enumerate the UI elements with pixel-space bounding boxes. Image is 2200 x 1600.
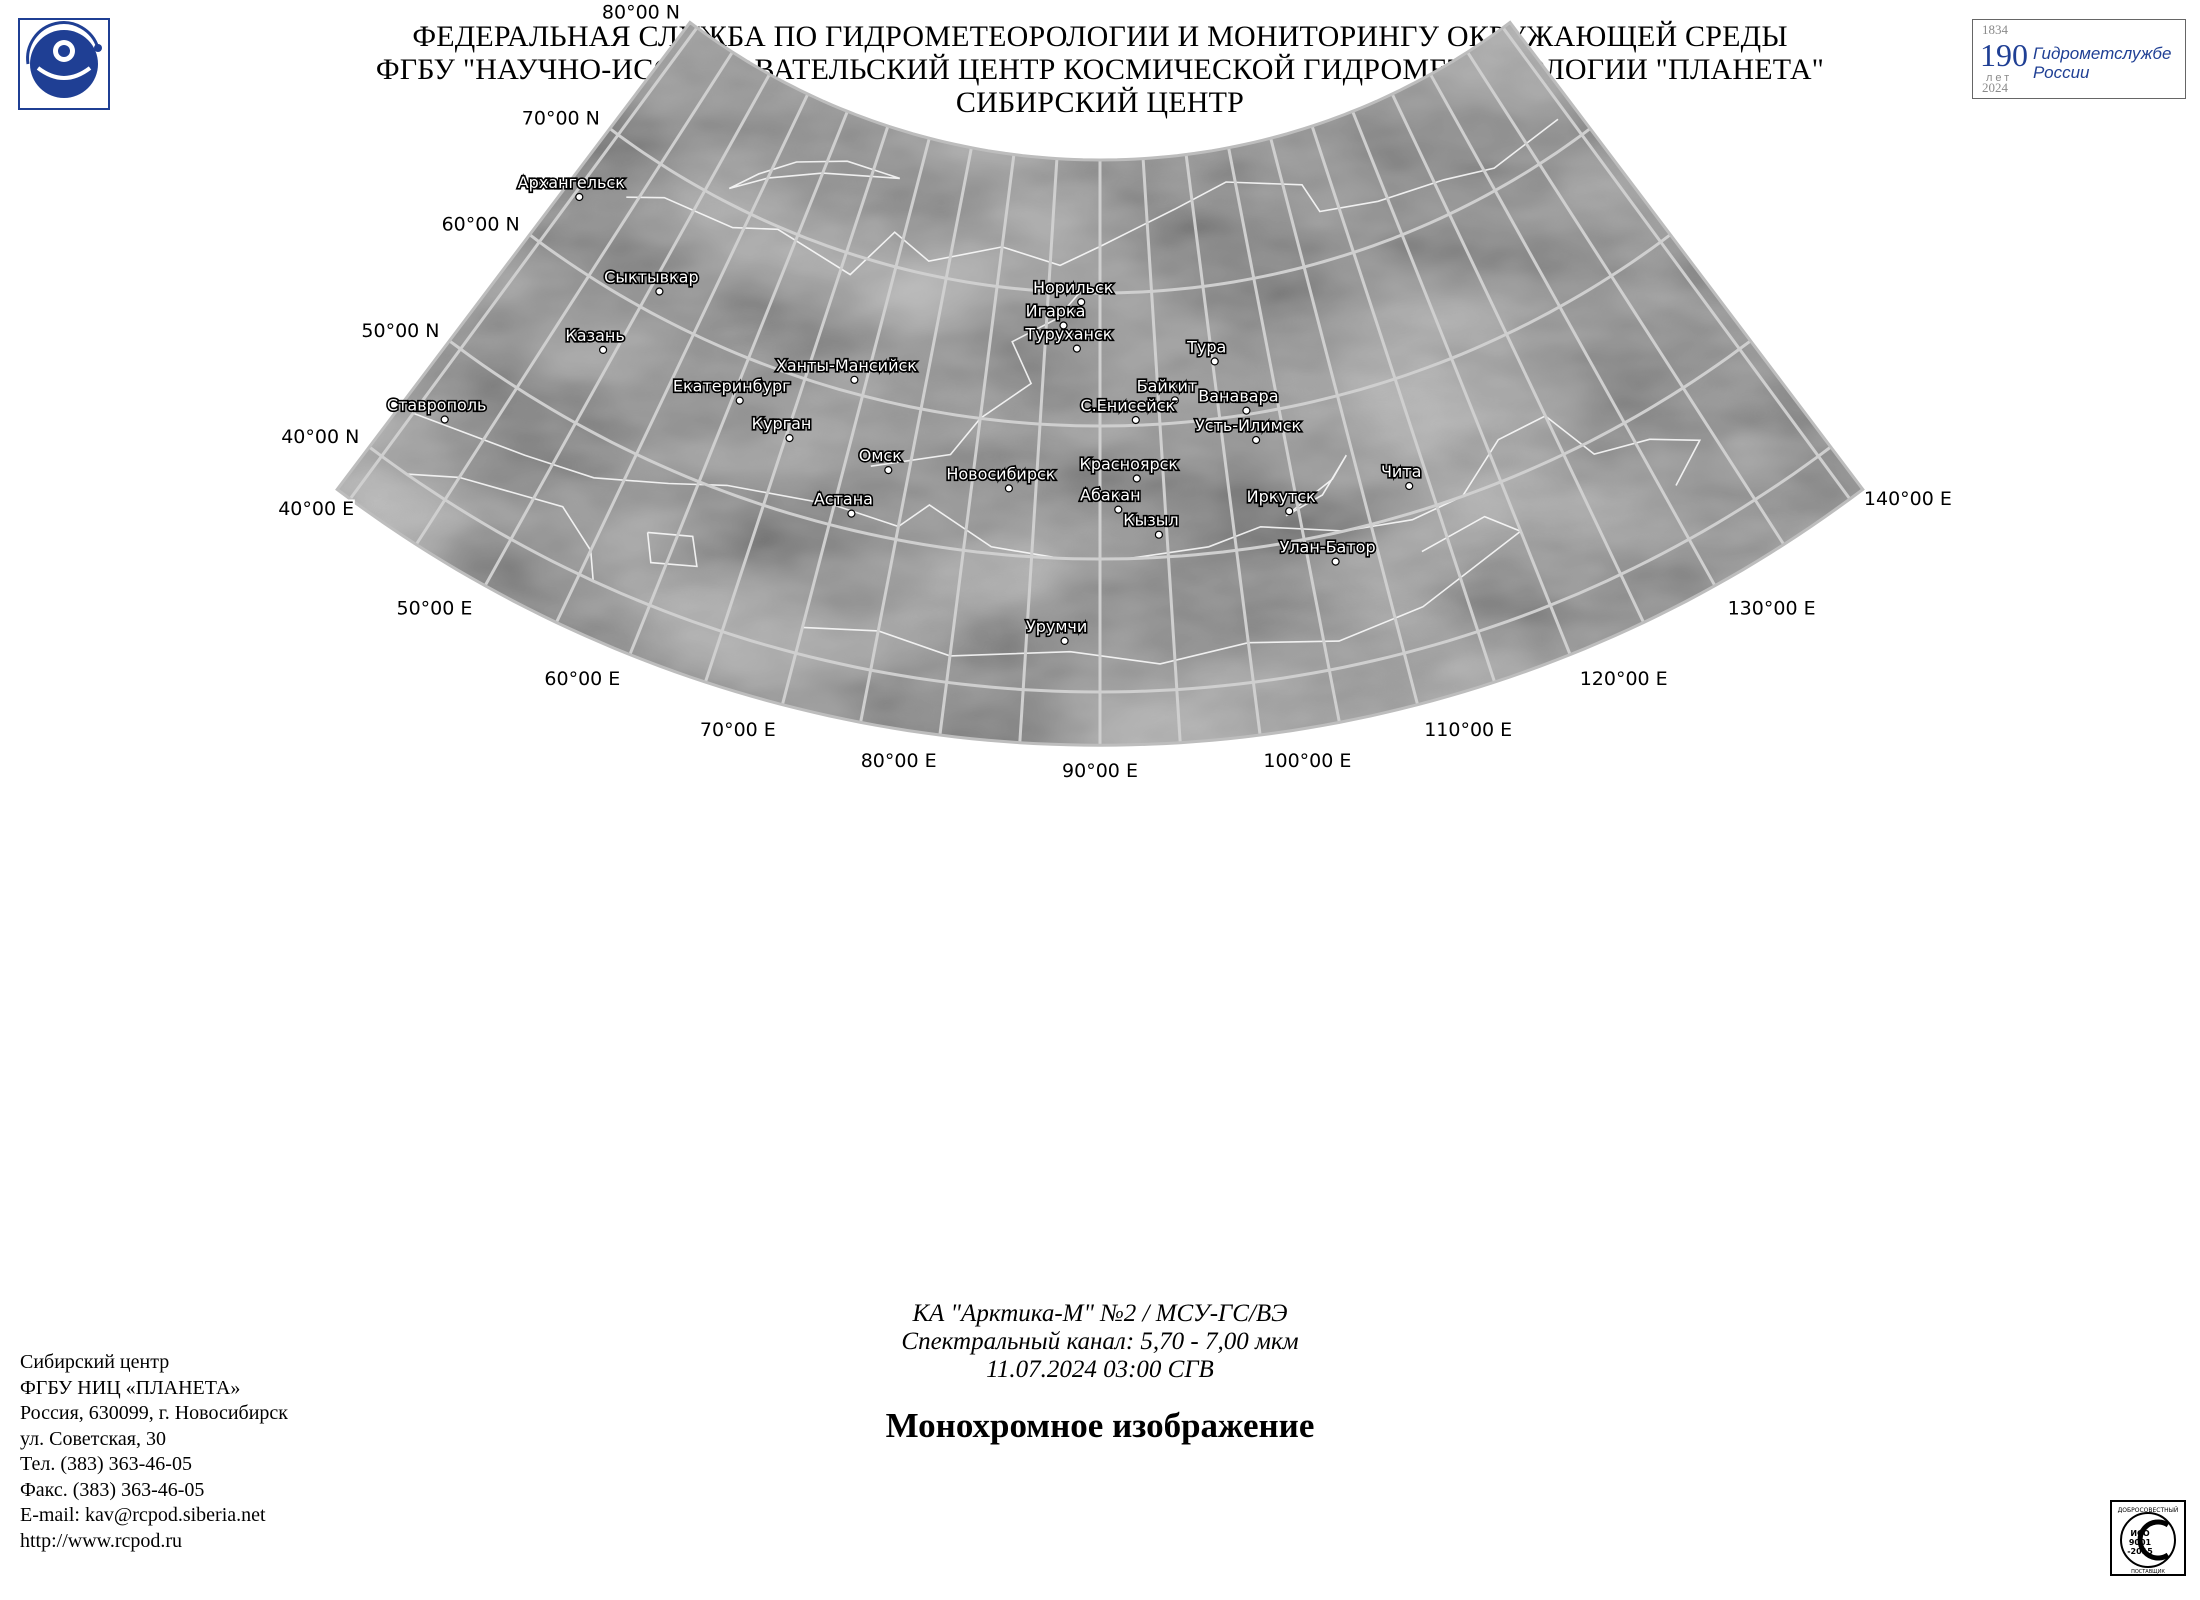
cert-num: 9001 (2128, 1538, 2152, 1547)
iso-certificate-badge (2110, 1500, 2186, 1576)
caption-channel: Спектральный канал: 5,70 - 7,00 мкм (901, 1328, 1299, 1355)
city-label: Иркутск (1246, 487, 1316, 507)
address-line: ФГБУ НИЦ «ПЛАНЕТА» (20, 1376, 241, 1399)
city-dot (600, 346, 607, 353)
city-label: Астана (813, 489, 873, 509)
address-line: Россия, 630099, г. Новосибирск (20, 1402, 289, 1424)
city-label: Чита (1380, 462, 1422, 481)
city-label: Казань (565, 325, 625, 345)
city-dot (851, 376, 858, 383)
city-label: С.Енисейск (1080, 396, 1176, 415)
city-label: Красноярск (1079, 454, 1179, 474)
city-dot (848, 510, 855, 517)
address-phone: Тел. (383) 363-46-05 (20, 1453, 192, 1475)
latitude-label: 40°00 N (281, 426, 360, 448)
city-label: Курган (751, 414, 812, 434)
cert-iso: ИСО (2130, 1529, 2150, 1538)
city-dot (576, 194, 583, 201)
city-label: Улан-Батор (1279, 537, 1376, 557)
cert-year: -2015 (2127, 1547, 2153, 1556)
longitude-label: 110°00 E (1424, 718, 1513, 741)
longitude-label: 120°00 E (1579, 667, 1668, 690)
cert-bottom: ПОСТАВЩИК (2131, 1569, 2165, 1575)
logo-number: 190 (1980, 37, 2028, 73)
city-dot (736, 397, 743, 404)
longitude-label: 90°00 E (1062, 760, 1138, 783)
city-label: Туруханск (1025, 324, 1113, 344)
city-dot (1406, 483, 1413, 490)
city-dot (885, 467, 892, 474)
city-dot (656, 288, 663, 295)
city-dot (1211, 358, 1218, 365)
latitude-label: 50°00 N (361, 319, 440, 342)
city-label: Ханты-Мансийск (775, 355, 917, 375)
caption-datetime: 11.07.2024 03:00 СГВ (986, 1356, 1214, 1383)
city-label: Омск (858, 446, 902, 466)
city-label: Ставрополь (386, 395, 487, 415)
address-website[interactable]: http://www.rcpod.ru (20, 1529, 183, 1552)
city-dot (1061, 637, 1068, 644)
contact-address (20, 1350, 288, 1554)
city-dot (1253, 437, 1260, 444)
caption (0, 1300, 2200, 1445)
latitude-label: 60°00 N (441, 213, 520, 236)
city-label: Байкит (1136, 376, 1198, 396)
caption-satellite: КА "Арктика-М" №2 / МСУ-ГС/ВЭ (912, 1300, 1288, 1327)
city-label: Норильск (1032, 278, 1114, 298)
logo-text-line-2: России (2033, 63, 2090, 82)
city-label: Архангельск (517, 173, 625, 192)
caption-title: Монохромное изображение (885, 1406, 1315, 1445)
city-dot (1286, 508, 1293, 515)
longitude-label: 100°00 E (1263, 749, 1352, 772)
city-label: Ванавара (1198, 386, 1279, 406)
city-label: Урумчи (1025, 616, 1088, 636)
city-dot (786, 435, 793, 442)
city-label: Тура (1187, 337, 1227, 357)
city-dot (1243, 407, 1250, 414)
logo-unit: лет (1986, 72, 2013, 84)
latitude-label: 80°00 N (601, 1, 680, 24)
header-line-3: СИБИРСКИЙ ЦЕНТР (955, 86, 1245, 119)
city-label: Кызыл (1123, 510, 1179, 530)
city-label: Абакан (1080, 485, 1141, 505)
latitude-label: 70°00 N (521, 107, 600, 130)
city-label: Новосибирск (946, 464, 1056, 484)
logo-year-start: 1834 (1982, 22, 2008, 37)
city-label: Усть-Илимск (1194, 416, 1302, 435)
longitude-label: 130°00 E (1727, 597, 1816, 620)
city-label: Екатеринбург (672, 376, 791, 396)
longitude-label: 140°00 E (1863, 488, 1952, 510)
logo-year-end: 2024 (1982, 80, 2008, 95)
city-label: Игарка (1025, 301, 1086, 321)
city-dot (1133, 475, 1140, 482)
longitude-label: 80°00 E (860, 749, 937, 772)
address-line: Сибирский центр (20, 1351, 170, 1373)
longitude-label: 60°00 E (544, 667, 621, 690)
longitude-label: 40°00 E (278, 498, 355, 520)
city-dot (1132, 417, 1139, 424)
city-dot (1155, 531, 1162, 538)
logo-text-line-1: Гидрометслужбе (2033, 44, 2172, 63)
header-line-2: ФГБУ "НАУЧНО-ИССЛЕДОВАТЕЛЬСКИЙ ЦЕНТР КОСМИЧЕСКОЙ ГИДРОМЕТЕОРОЛОГИИ "ПЛАНЕТА" (375, 53, 1825, 86)
city-dot (1073, 345, 1080, 352)
address-email[interactable]: E-mail: kav@rcpod.siberia.net (20, 1504, 266, 1526)
city-dot (1332, 558, 1339, 565)
city-label: Сыктывкар (604, 267, 699, 287)
city-dot (1115, 506, 1122, 513)
longitude-label: 50°00 E (396, 597, 473, 620)
city-dot (1005, 485, 1012, 492)
cert-top: ДОБРОСОВЕСТНЫЙ (2117, 1507, 2179, 1514)
city-dot (441, 416, 448, 423)
header-line-1: ФЕДЕРАЛЬНАЯ СЛУЖБА ПО ГИДРОМЕТЕОРОЛОГИИ И МОНИТОРИНГУ ОКРУЖАЮЩЕЙ СРЕДЫ (412, 20, 1788, 53)
longitude-label: 70°00 E (699, 718, 776, 741)
address-fax: Факс. (383) 363-46-05 (20, 1478, 205, 1501)
address-line: ул. Советская, 30 (20, 1427, 166, 1450)
